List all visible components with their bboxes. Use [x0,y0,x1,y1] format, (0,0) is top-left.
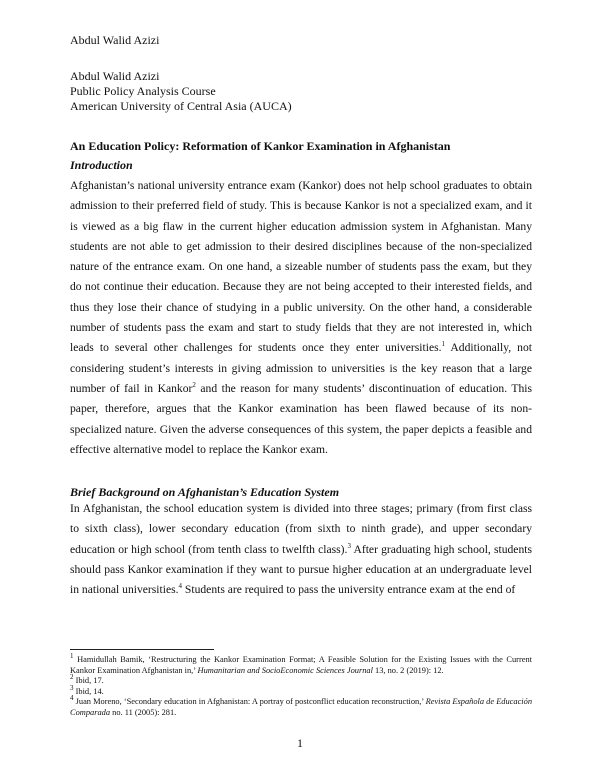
intro-text-a: Afghanistan’s national university entrance exam (Kankor) does not help school graduates to obtain admission to their preferred field of study. This is because Kankor is not a specialized exam, and it is viewed as a big flaw in the current higher education admission system in Afghanistan. Many students are not able to get admission to their desired disciplines because of the non-specialized nature of the entrance exam. On one hand, a sizeable number of students pass the exam, but they do not continue their education. Because they are not being accepted to their interested fields, and thus they lose their chance of studying in a public university. On the other hand, a considerable number of students pass the exam and start to study fields that they are not interested in, which leads to several other challenges for students once they enter universities. [70,179,532,355]
footnote-3-text: Ibid, 14. [73,686,104,696]
background-heading: Brief Background on Afghanistan’s Education System [70,485,340,499]
footnote-3-number: 3 [70,683,74,692]
university-name: American University of Central Asia (AUCA) [70,99,292,113]
background-text-a: In Afghanistan, the school education system is divided into three stages; primary (from first class to sixth class), lower secondary education (from sixth to ninth grade), and upper secondary education or high school (from tenth class to twelfth class). [70,502,532,556]
footnote-divider [70,649,214,650]
footnote-ref-1[interactable]: 1 [441,340,446,349]
intro-text-c: and the reason for many students’ discontinuation of education. This paper, therefore, argues that the Kankor examination has been flawed because of its non-specialized nature. Given the adverse consequences of this system, the paper depicts a feasible and effective alternative model to replace the Kankor exam. [70,381,533,456]
intro-text-b: Additionally, not considering student’s interests in giving admission to universities is the key reason that a large number of fail in Kankor [70,341,532,395]
footnote-4-number: 4 [70,694,74,703]
footnotes [70,652,533,719]
course-name: Public Policy Analysis Course [70,84,216,98]
footnote-1-citation: 13, no. 2 (2019): 12. [372,665,444,675]
background-paragraph [70,499,532,600]
footnote-1-journal: Humanitarian and SocioEconomic Sciences Journal [197,665,373,675]
footnote-ref-2[interactable]: 2 [192,381,196,390]
footnote-4-text: Juan Moreno, ‘Secondary education in Afghanistan: A portray of postconflict education reconstruction,’ [73,697,426,707]
footnote-2-text: Ibid, 17. [73,676,104,686]
background-text-c: Students are required to pass the university entrance exam at the end of [182,583,516,597]
footnote-1-number: 1 [70,652,74,661]
background-text-b: After graduating high school, students should pass Kankor examination if they want to pursue higher education at an undergraduate level in national universities. [70,542,532,597]
footnote-4 [70,694,533,718]
footnote-1 [70,652,532,676]
footnote-3 [70,683,532,698]
footnote-2 [70,673,532,687]
footnote-4-citation: no. 11 (2005): 281. [110,707,177,717]
running-head: Abdul Walid Azizi [70,33,160,47]
page-number: 1 [297,736,303,750]
footnote-4-journal: Revista Española de Educación Comparada [70,697,533,717]
footnote-ref-4[interactable]: 4 [178,582,183,591]
footnote-1-text: Hamidullah Bamik, ‘Restructuring the Kankor Examination Format; A Feasible Solution for the Existing Issues with the Current Kankor Examination Afghanistan in,’ [70,655,532,675]
author-name: Abdul Walid Azizi [70,69,160,83]
introduction-heading: Introduction [70,158,133,172]
footnote-ref-3[interactable]: 3 [347,541,351,550]
author-block [70,69,292,114]
paper-title: An Education Policy: Reformation of Kankor Examination in Afghanistan [70,139,451,153]
introduction-paragraph [70,176,532,460]
footnote-2-number: 2 [70,673,74,682]
